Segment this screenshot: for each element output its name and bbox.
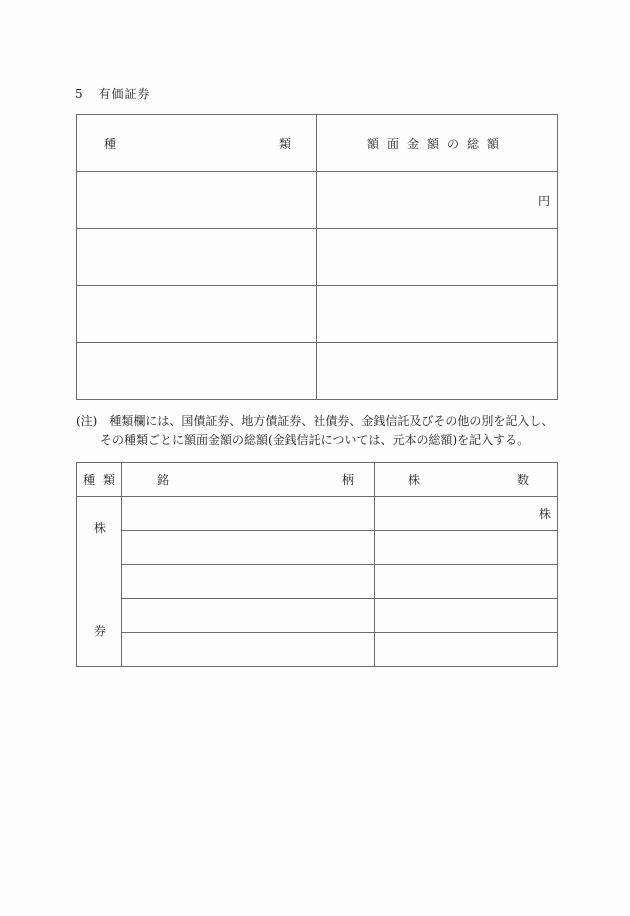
table-header-row [77, 463, 558, 497]
total-cell[interactable] [317, 286, 558, 343]
note [76, 412, 576, 450]
table-row [77, 565, 558, 599]
total-cell[interactable] [317, 172, 558, 229]
kind-vertical-bottom: 券 [94, 624, 107, 638]
share-count-cell[interactable] [375, 565, 558, 599]
note-label: (注) [76, 414, 98, 428]
header-kind-right: 類 [278, 136, 291, 151]
issue-name-cell[interactable] [122, 531, 375, 565]
header-issue-name [122, 463, 375, 497]
kind-cell[interactable] [77, 229, 317, 286]
header-kind-left: 種 [83, 473, 96, 487]
table-header-row [77, 115, 558, 172]
header-name-left: 銘 [157, 473, 170, 487]
table-row [77, 599, 558, 633]
kind-cell[interactable] [77, 286, 317, 343]
header-kind [77, 115, 317, 172]
table-row [77, 286, 558, 343]
issue-name-cell[interactable] [122, 497, 375, 531]
header-kind [77, 463, 122, 497]
kind-cell[interactable] [77, 343, 317, 400]
table-row [77, 229, 558, 286]
table-row [77, 633, 558, 667]
header-name-right: 柄 [341, 473, 354, 487]
kind-vertical-top: 株 [94, 521, 107, 535]
share-count-cell[interactable] [375, 633, 558, 667]
share-unit: 株 [538, 507, 551, 521]
share-count-cell[interactable] [375, 497, 558, 531]
section-number: 5 [75, 87, 84, 101]
total-cell[interactable] [317, 229, 558, 286]
note-line-2: その種類ごとに額面金額の総額(金銭信託については、元本の総額)を記入する。 [100, 433, 530, 447]
header-kind-left: 種 [104, 136, 117, 151]
header-share-count [375, 463, 558, 497]
securities-face-value-table [76, 114, 558, 400]
yen-unit: 円 [537, 194, 550, 208]
table-row [77, 531, 558, 565]
table-row [77, 497, 558, 531]
table-row [77, 172, 558, 229]
note-line-1: 種類欄には、国債証券、地方債証券、社債券、金銭信託及びその他の別を記入し、 [109, 414, 554, 428]
issue-name-cell[interactable] [122, 599, 375, 633]
share-count-cell[interactable] [375, 599, 558, 633]
header-total-face-value: 額面金額の総額 [317, 115, 558, 172]
table-row [77, 343, 558, 400]
header-count-right: 数 [516, 473, 529, 487]
issue-name-cell[interactable] [122, 633, 375, 667]
issue-name-cell[interactable] [122, 565, 375, 599]
section-title [75, 85, 150, 102]
section-heading: 有価証券 [98, 87, 151, 101]
kind-cell[interactable] [77, 172, 317, 229]
kind-stock-cell [77, 497, 122, 667]
header-count-left: 株 [408, 473, 421, 487]
total-cell[interactable] [317, 343, 558, 400]
stock-certificates-table [76, 462, 558, 667]
header-kind-right: 類 [102, 473, 115, 487]
share-count-cell[interactable] [375, 531, 558, 565]
